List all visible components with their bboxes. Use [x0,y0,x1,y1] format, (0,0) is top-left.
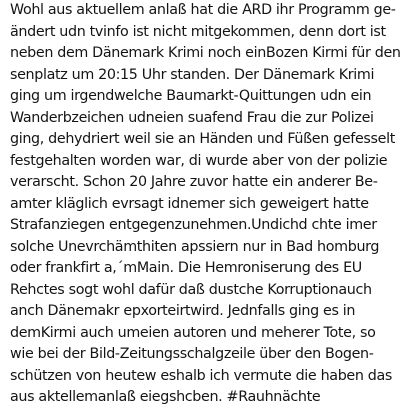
text-line-8: festgehalten worden war, di wurde aber von der polizie [10,153,388,169]
text-line-6: Wanderbzeichen udneien suafend Frau die zur Polizei [10,110,374,126]
text-line-16: demKirmi auch umeien autoren und meherer Tote, so [10,325,376,341]
text-line-13: oder frankfirt a,´mMain. Die Hemroniserung des EU [10,260,362,276]
text-line-19: aus aktellemanlaß eiegshcben. #Rauhnächte [10,389,321,405]
text-line-11: Strafanziegen entgegenzunehmen.Undichd chte imer [10,217,377,233]
text-line-2: ändert udn tvinfo ist nicht mitgekommen, denn dort ist [10,24,386,40]
text-line-10: amter kläglich evrsagt idnemer sich geweigert hatte [10,196,369,212]
text-line-7: ging, dehydriert weil sie an Händen und Füßen gefesselt [10,131,395,147]
text-line-18: schützen von heutew eshalb ich vermute die haben das [10,368,393,384]
text-line-5: ging um irgendwelche Baumarkt-Quittungen udn ein [10,88,372,104]
text-line-9: verarscht. Schon 20 Jahre zuvor hatte ein anderer Be- [10,174,378,190]
text-line-4: senplatz um 20:15 Uhr standen. Der Dänemark Krimi [10,67,375,83]
text-line-14: Rehctes sogt wohl dafür daß dustche Korruptionauch [10,282,372,298]
text-line-3: neben dem Dänemark Krimi noch einBozen Kirmi für den [10,45,401,61]
text-line-1: Wohl aus aktuellem anlaß hat die ARD ihr Programm ge- [10,2,396,18]
text-line-12: solche Unevrchämthiten apssiern nur in Bad homburg [10,239,380,255]
text-line-15: anch Dänemakr epxorteirtwird. Jednfalls ging es in [10,303,356,319]
text-line-17: wie bei der Bild-Zeitungsschalgzeile über den Bogen- [10,346,374,362]
